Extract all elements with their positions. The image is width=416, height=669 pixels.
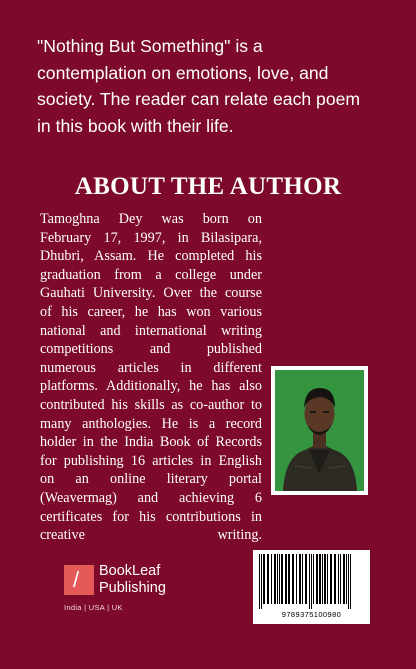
bio-line: creative writing. — [40, 527, 262, 544]
bio-line: Tamoghna Dey was born on — [40, 211, 262, 227]
publisher-logo — [39, 565, 199, 625]
isbn-barcode — [253, 550, 370, 624]
bio-line: many anthologies. He is a record — [40, 415, 262, 432]
publisher-mark-glyph: / — [73, 567, 80, 592]
barcode-bars — [257, 554, 366, 609]
bio-line: on an online literary portal — [40, 471, 262, 488]
blurb-line: contemplation on emotions, love, and — [37, 62, 329, 83]
author-portrait-image — [275, 370, 364, 491]
publisher-mark-icon — [64, 565, 94, 595]
bio-line: platforms. Additionally, he has also — [40, 378, 262, 395]
bio-line: numerous articles in different — [40, 359, 262, 376]
blurb-line: society. The reader can relate each poem — [37, 89, 361, 109]
bio-line: national and international writing — [40, 322, 262, 339]
publisher-name-line2: Publishing — [99, 580, 166, 596]
author-photo — [271, 366, 368, 495]
author-bio — [40, 210, 262, 545]
book-blurb — [37, 33, 377, 139]
bio-line: Dhubri, Assam. He completed his — [40, 248, 262, 265]
blurb-line: in this book with their life. — [37, 115, 234, 136]
publisher-name — [99, 563, 166, 597]
bio-line: holder in the India Book of Records — [40, 434, 262, 451]
bio-line: for publishing 16 articles in English — [40, 452, 262, 469]
bio-line: certificates for his contributions in — [40, 508, 262, 525]
bio-line: competitions and published — [40, 341, 262, 358]
bio-line: of his career, he has won various — [40, 303, 262, 320]
publisher-name-line1: BookLeaf — [99, 563, 161, 579]
isbn-number: 9789375100980 — [281, 610, 342, 619]
bio-line: (Weavermag) and achieving 6 — [40, 489, 262, 506]
publisher-tagline: India | USA | UK — [64, 603, 123, 612]
bio-line: Gauhati University. Over the course — [40, 285, 262, 302]
bio-line: graduation from a college under — [40, 266, 262, 283]
about-author-heading: ABOUT THE AUTHOR — [74, 173, 342, 200]
blurb-line: "Nothing But Something" is a — [37, 36, 263, 56]
bio-line: contributed his skills as co-author to — [40, 396, 262, 413]
bio-line: February 17, 1997, in Bilasipara, — [40, 229, 262, 246]
